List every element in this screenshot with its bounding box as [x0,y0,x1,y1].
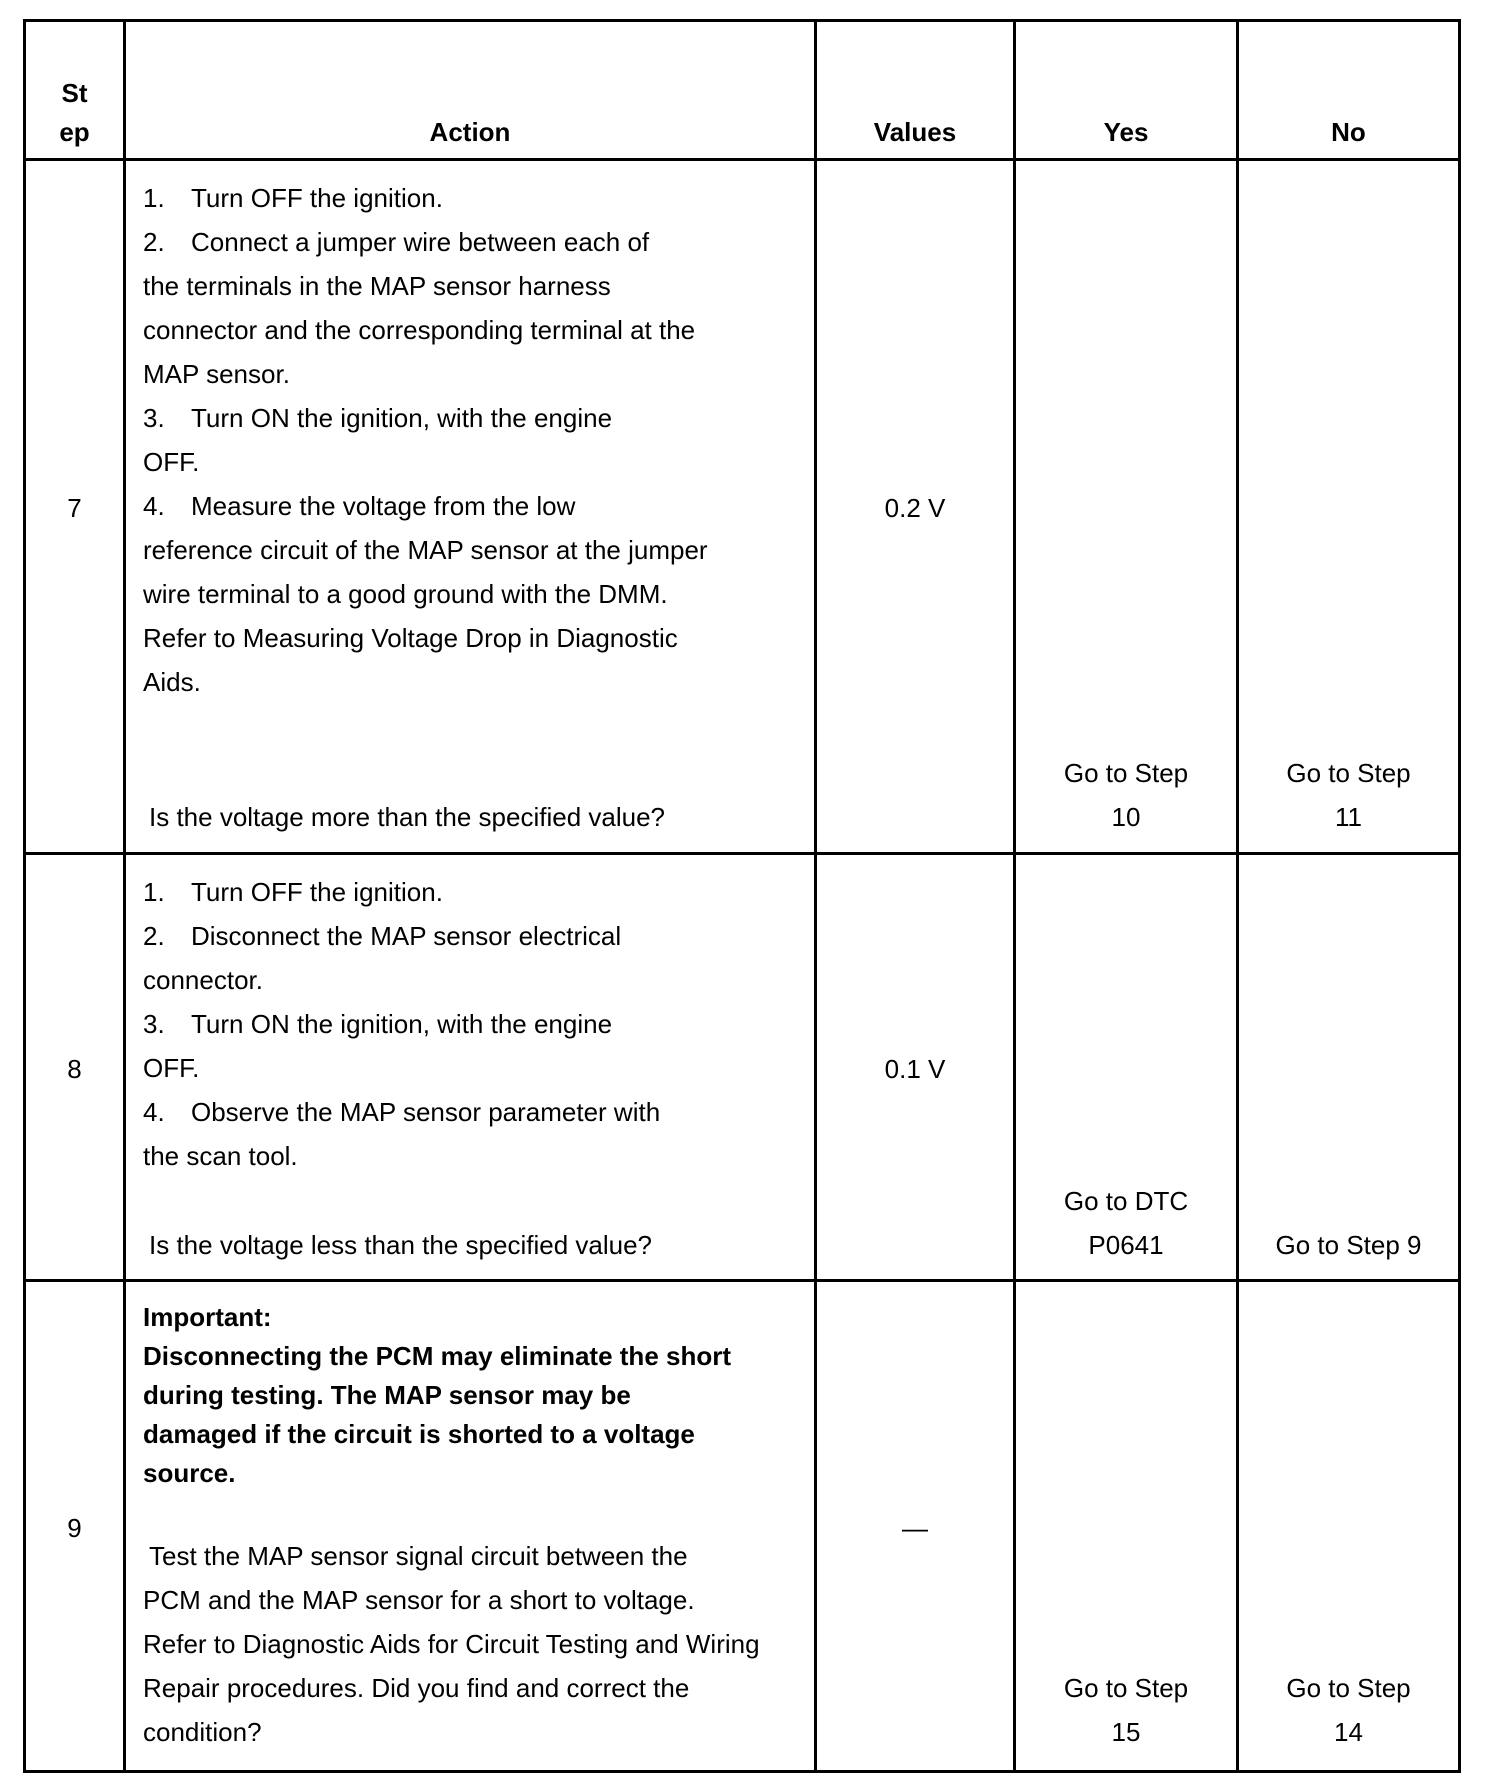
list-item: 4. Observe the MAP sensor parameter with [143,1097,661,1127]
list-item: Refer to Measuring Voltage Drop in Diagnostic [143,623,678,653]
row-8-instructions [143,870,660,1178]
col-divider-values [1013,19,1016,1773]
header-no: No [1331,117,1366,147]
list-item: wire terminal to a good ground with the DMM. [143,579,668,609]
row-7-question: Is the voltage more than the specified value? [149,802,665,832]
row-8-step: 8 [67,1054,82,1084]
list-item: 3. Turn ON the ignition, with the engine [143,403,613,433]
header-step [26,74,123,152]
row-divider-8 [23,1279,1461,1282]
header-values: Values [873,117,957,147]
row-7-step: 7 [67,493,82,523]
list-item: connector. [143,965,263,995]
col-divider-step [123,19,126,1773]
list-item: 4. Measure the voltage from the low [143,491,576,521]
list-item: reference circuit of the MAP sensor at the jumper [143,535,708,565]
row-8-no: Go to Step 9 [1275,1230,1422,1260]
list-item: the terminals in the MAP sensor harness [143,271,611,301]
header-divider [23,158,1461,161]
header-step-line2: ep [59,117,90,147]
row-divider-7 [23,852,1461,855]
list-item: the scan tool. [143,1141,298,1171]
row-9-no: Go to Step 14 [1286,1673,1411,1747]
header-yes: Yes [1103,117,1149,147]
list-item: 1. Turn OFF the ignition. [143,183,443,213]
list-item: connector and the corresponding terminal at the [143,315,696,345]
list-item: 3. Turn ON the ignition, with the engine [143,1009,613,1039]
list-item: MAP sensor. [143,359,290,389]
col-divider-yes [1236,19,1239,1773]
important-label: Important: [143,1302,272,1332]
row-9-important-note: Important: Disconnecting the PCM may eliminate the short during testing. The MAP sensor may be damaged if the circuit is shorted to a voltage source. [143,1298,731,1493]
row-7-no: Go to Step 11 [1286,758,1411,832]
list-item: 2. Connect a jumper wire between each of [143,227,650,257]
list-item: 2. Disconnect the MAP sensor electrical [143,921,622,951]
row-8-yes: Go to DTC P0641 [1063,1186,1189,1260]
list-item: 1. Turn OFF the ignition. [143,877,443,907]
row-8-question: Is the voltage less than the specified value? [149,1230,652,1260]
header-step-line1: St [61,78,88,108]
list-item: OFF. [143,447,200,477]
row-8-value: 0.1 V [884,1054,946,1084]
row-9-value: — [902,1513,928,1543]
list-item: OFF. [143,1053,200,1083]
row-9-yes: Go to Step 15 [1063,1673,1189,1747]
list-item: Aids. [143,667,201,697]
row-9-body: Test the MAP sensor signal circuit between the PCM and the MAP sensor for a short to voltage. Refer to Diagnostic Aids for Circuit Testing and Wiring Repair procedures. Did you find and correct the condition? [143,1541,760,1747]
row-7-value: 0.2 V [884,493,946,523]
row-9-step: 9 [67,1513,82,1543]
row-7-instructions [143,176,708,704]
row-7-yes: Go to Step 10 [1063,758,1189,832]
header-action: Action [429,117,511,147]
